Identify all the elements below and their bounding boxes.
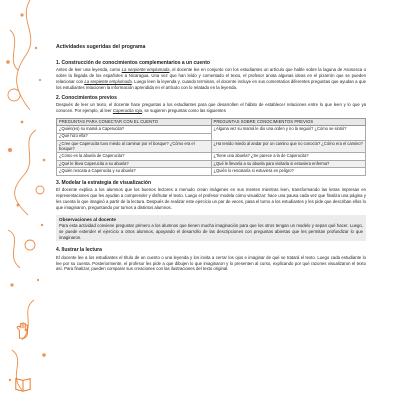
observations-title: Observaciones al docente	[59, 216, 116, 222]
section-1-paragraph: Antes de leer una leyenda, como La serpiente emplumada, el docente lee en conjunto con los estudiantes un artículo que hable sobre la laguna de Asososca o sobre la llegada de los españoles a Nicaragua. Una vez que han leído y comentado el texto, el profesor anota algunas ideas en el pizarrón que se pueden relacionar con La serpiente emplumada. Luego leen la leyenda y, cuando terminan, el docente incluye en sus comentarios diferentes preguntas que ayudan a que los estudiantes relacionen la información aprendida en el artículo con lo relatado en la leyenda.	[56, 67, 366, 90]
section-4-paragraph: El docente lee a los estudiantes el título de un cuento o una leyenda y los invita a cerrar los ojos e imaginar de qué se tratará el texto. Luego cada estudiante lo lee por su cuenta. Posteriormente, el profesor les pide a que dibujen lo que imaginaron y lo presenten al curso, explicando por qué razones visualizaron el texto así. Para finalizar, pueden comparar sus creaciones con las ilustraciones del texto original.	[56, 254, 366, 272]
table-cell: ¿Tiene una abuela? ¿Se parece a la de Caperucita?	[211, 153, 366, 161]
table-cell: ¿Alguna vez su mamá le dio una orden y no la seguió? ¿Cómo se sintió?	[211, 126, 366, 141]
section-2-heading: 2. Conocimientos previos	[56, 94, 117, 101]
section-4-heading: 4. Ilustrar la lectura	[56, 247, 102, 254]
table-cell: ¿Qué le llevaría a su abuela para visitarla si estuviera enferma?	[211, 160, 366, 168]
table-cell: ¿Qué hizo ella?	[57, 133, 212, 141]
table-row	[57, 141, 366, 153]
decorative-swirl-pattern	[0, 0, 52, 400]
table-cell: ¿Cree que Caperucita tuvo miedo al caminar por el bosque? ¿Cómo era el bosque?	[57, 141, 212, 153]
section-1-heading: 1. Construcción de conocimientos complementarios a un cuento	[56, 60, 210, 66]
table-row	[57, 153, 366, 161]
table-cell: ¿Quién(es) su mamá a Caperucita?	[57, 126, 212, 134]
observations-paragraph: Para esta actividad conviene preguntar primero a los alumnos que tienen mucha imaginación para que los otros tengan un modelo y sepan qué hacer. Luego, se puede extender el ejercicio a otros alumnos, apoyando el desarrollo de las descripciones con preguntas abiertas que les permitan profundizar lo que imaginaron.	[59, 222, 363, 240]
table-cell: ¿Quién lo rescataría si estuviera en peligro?	[211, 168, 366, 176]
document-title: Actividades sugeridas del programa	[56, 44, 146, 50]
section-3-paragraph: El docente explica a los alumnos que los buenos lectores a menudo crean imágenes en sus mentes mientras leen, transformando las letras impresas en representaciones que les ayudan a comprender y disfrutar el texto. Luego el profesor modela cómo visualizar: hace una pausa cada vez que finaliza una página y les cuenta lo que imaginó a partir de la lectura. Después de realizar este ejercicio un par de veces, pasa el turno a los estudiantes y les pide que describan ellos lo que imaginaron, preguntando por turnos a distintos alumnos.	[56, 187, 366, 210]
hand-icon	[14, 322, 32, 340]
book-icon	[14, 375, 32, 393]
table-cell: ¿Qué le lleva Caperucita a su abuela?	[57, 160, 212, 168]
section-3-heading: 3. Modelar la estrategia de visualización	[56, 179, 152, 186]
table-cell: ¿Ha tenido miedo al andar por un camino que no conocía? ¿Cómo era el camino?	[211, 141, 366, 153]
table-cell: ¿Cómo es la abuela de Caperucita?	[57, 153, 212, 161]
teacher-observations-box	[56, 215, 366, 242]
section-2-paragraph: Después de leer un texto, el docente hace preguntas a los estudiantes para que desarrollen el hábito de establecer relaciones entre lo que leen y lo que ya conocen. Por ejemplo, al leer Caperucita roja, se sugieren preguntas como las siguientes	[56, 102, 366, 113]
table-header-connect: PREGUNTAS PARA CONECTAR CON EL CUENTO	[57, 118, 212, 125]
table-header-previous: PREGUNTAS SOBRE CONOCIMIENTOS PREVIOS	[211, 118, 366, 125]
table-row	[57, 160, 366, 168]
questions-table	[56, 118, 366, 176]
document-page	[56, 44, 366, 276]
table-row	[57, 168, 366, 176]
table-cell: ¿Quién rescata a Caperucita y su abuela?	[57, 168, 212, 176]
table-row	[57, 126, 366, 134]
